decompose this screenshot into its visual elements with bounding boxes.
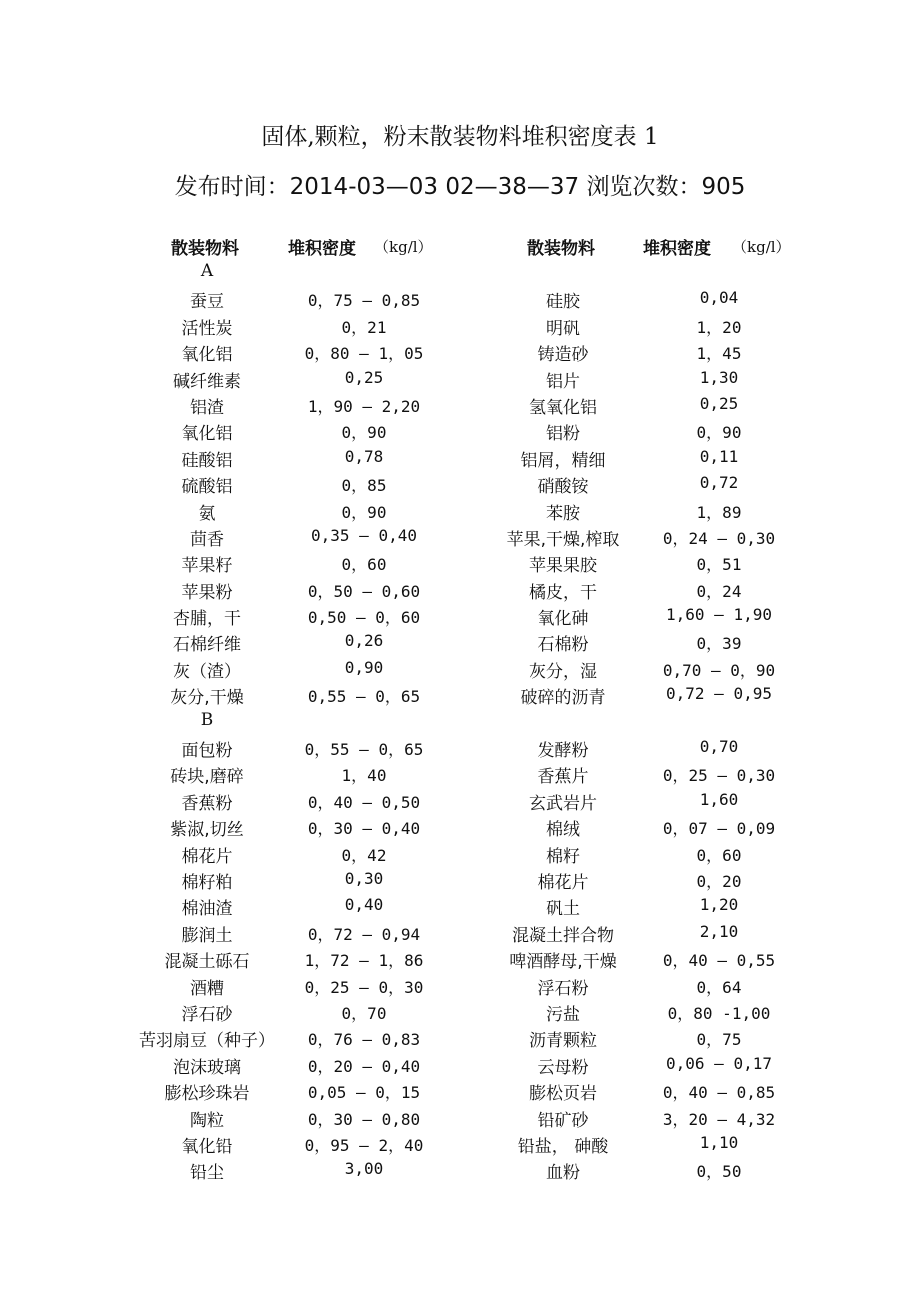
density-left: 0，40 — 0,50 bbox=[307, 792, 421, 812]
material-right: 铅矿砂 bbox=[537, 1110, 589, 1131]
density-right: 0，07 – 0,09 bbox=[662, 819, 776, 839]
density-right: 0,04 bbox=[699, 288, 739, 308]
density-left: 1，72 — 1，86 bbox=[304, 951, 424, 971]
density-left: 0,50 – 0，60 bbox=[307, 608, 421, 628]
density-right: 0,72 – 0,95 bbox=[666, 684, 772, 704]
density-left: 0，55 – 0，65 bbox=[304, 740, 424, 760]
table-row bbox=[0, 1023, 920, 1052]
table-row bbox=[0, 443, 920, 469]
table-row bbox=[0, 469, 920, 498]
material-left: 碱纤维素 bbox=[173, 371, 241, 392]
material-right: 浮石粉 bbox=[537, 978, 589, 999]
table-row bbox=[0, 390, 920, 416]
material-left: 混凝土砾石 bbox=[164, 952, 250, 973]
material-right: 铝片 bbox=[546, 371, 580, 392]
density-right: 0，24 – 0,30 bbox=[662, 528, 776, 548]
density-right: 0,11 bbox=[699, 446, 739, 466]
material-right: 氢氧化铝 bbox=[529, 397, 597, 418]
density-right: 1,60 — 1,90 bbox=[666, 605, 772, 625]
material-left: 苹果粉 bbox=[181, 582, 233, 603]
material-left: 陶粒 bbox=[190, 1110, 224, 1131]
material-left: 蚕豆 bbox=[190, 292, 224, 313]
table-row bbox=[0, 733, 920, 762]
material-right: 苹果果胶 bbox=[529, 556, 597, 577]
density-right: 1，20 bbox=[696, 317, 742, 337]
header-right-unit: （kg/l） bbox=[732, 238, 791, 256]
material-left: 茴香 bbox=[190, 529, 224, 550]
density-left: 0，72 – 0,94 bbox=[307, 924, 421, 944]
table-row bbox=[0, 1129, 920, 1155]
table-row bbox=[0, 1155, 920, 1184]
table-row bbox=[0, 1076, 920, 1105]
table-row bbox=[0, 944, 920, 973]
density-right: 1,10 bbox=[699, 1132, 739, 1152]
material-left: 杏脯，干 bbox=[173, 609, 241, 630]
material-left: 砖块,磨碎 bbox=[170, 767, 244, 788]
material-left: 棉油渣 bbox=[181, 899, 233, 920]
material-left: 膨松珍珠岩 bbox=[164, 1084, 250, 1105]
density-right: 0,70 — 0，90 bbox=[662, 660, 776, 680]
section-letter: A bbox=[200, 261, 214, 281]
material-right: 沥青颗粒 bbox=[529, 1031, 597, 1052]
material-right: 橘皮，干 bbox=[529, 582, 597, 603]
density-left: 0，70 bbox=[341, 1003, 387, 1023]
table-row bbox=[0, 284, 920, 313]
material-left: 氧化铝 bbox=[181, 345, 233, 366]
header-right-density: 堆积密度 bbox=[643, 239, 711, 259]
density-right: 0，90 bbox=[696, 423, 742, 443]
density-left: 0，76 – 0,83 bbox=[307, 1030, 421, 1050]
density-right: 1,20 bbox=[699, 895, 739, 915]
material-right: 香蕉片 bbox=[537, 767, 589, 788]
density-left: 0，90 bbox=[341, 502, 387, 522]
material-right: 棉籽 bbox=[546, 846, 580, 867]
density-left: 1，40 bbox=[341, 766, 387, 786]
document-title: 固体,颗粒，粉末散装物料堆积密度表 1 bbox=[261, 124, 659, 150]
table-row bbox=[0, 416, 920, 445]
material-right: 石棉粉 bbox=[537, 635, 589, 656]
material-left: 苹果籽 bbox=[181, 556, 233, 577]
section-row bbox=[0, 707, 920, 733]
table-row bbox=[0, 918, 920, 944]
table-row bbox=[0, 337, 920, 366]
material-right: 棉绒 bbox=[546, 820, 580, 841]
table-row bbox=[0, 865, 920, 891]
table-row bbox=[0, 522, 920, 548]
density-left: 0,30 bbox=[344, 868, 384, 888]
header-left-material: 散装物料 bbox=[171, 239, 239, 259]
table-row bbox=[0, 786, 920, 812]
material-left: 硫酸铝 bbox=[181, 477, 233, 498]
table-row bbox=[0, 1103, 920, 1129]
material-left: 棉籽粕 bbox=[181, 872, 233, 893]
density-right: 0,06 — 0,17 bbox=[666, 1053, 772, 1073]
material-right: 铅盐， 砷酸 bbox=[517, 1136, 609, 1157]
density-left: 0，80 — 1，05 bbox=[304, 344, 424, 364]
material-right: 苯胺 bbox=[546, 503, 580, 524]
density-right: 1,30 bbox=[699, 367, 739, 387]
density-right: 0，39 bbox=[696, 634, 742, 654]
header-right-material: 散装物料 bbox=[527, 239, 595, 259]
material-right: 发酵粉 bbox=[537, 741, 589, 762]
header-left-density: 堆积密度 bbox=[288, 239, 356, 259]
density-left: 0,55 – 0，65 bbox=[307, 687, 421, 707]
material-left: 苦羽扇豆（种子） bbox=[139, 1031, 275, 1052]
material-right: 混凝土拌合物 bbox=[512, 925, 614, 946]
material-right: 铝粉 bbox=[546, 424, 580, 445]
table-row bbox=[0, 891, 920, 920]
density-right: 3，20 – 4,32 bbox=[662, 1109, 776, 1129]
material-left: 氧化铝 bbox=[181, 424, 233, 445]
header-left-unit: （kg/l） bbox=[374, 238, 433, 256]
density-left: 3,00 bbox=[344, 1159, 384, 1179]
material-right: 污盐 bbox=[546, 1004, 580, 1025]
table-row bbox=[0, 654, 920, 680]
density-left: 0，60 bbox=[341, 555, 387, 575]
material-right: 铝屑，精细 bbox=[520, 450, 606, 471]
material-right: 铸造砂 bbox=[537, 345, 589, 366]
material-right: 破碎的沥青 bbox=[520, 688, 606, 709]
density-right: 0，75 bbox=[696, 1030, 742, 1050]
table-row bbox=[0, 997, 920, 1023]
material-left: 膨润土 bbox=[181, 925, 233, 946]
density-right: 0，50 bbox=[696, 1162, 742, 1182]
table-row bbox=[0, 759, 920, 788]
density-left: 0，75 – 0,85 bbox=[307, 291, 421, 311]
material-left: 铝渣 bbox=[190, 397, 224, 418]
material-right: 玄武岩片 bbox=[529, 793, 597, 814]
table-row bbox=[0, 311, 920, 337]
density-left: 0,90 bbox=[344, 657, 384, 677]
density-left: 0，90 bbox=[341, 423, 387, 443]
density-right: 0，40 — 0,85 bbox=[662, 1083, 776, 1103]
table-row bbox=[0, 971, 920, 997]
material-right: 灰分，湿 bbox=[529, 661, 597, 682]
density-right: 1,60 bbox=[699, 789, 739, 809]
density-right: 0,70 bbox=[699, 737, 739, 757]
density-left: 0,25 bbox=[344, 367, 384, 387]
material-right: 明矾 bbox=[546, 318, 580, 339]
table-row bbox=[0, 575, 920, 601]
material-left: 香蕉粉 bbox=[181, 793, 233, 814]
density-left: 0,35 — 0,40 bbox=[311, 525, 417, 545]
density-right: 0，51 bbox=[696, 555, 742, 575]
density-right: 1，89 bbox=[696, 502, 742, 522]
density-right: 0，20 bbox=[696, 871, 742, 891]
table-row bbox=[0, 680, 920, 709]
material-left: 氧化铅 bbox=[181, 1136, 233, 1157]
material-left: 棉花片 bbox=[181, 846, 233, 867]
material-left: 酒糟 bbox=[190, 978, 224, 999]
table-row bbox=[0, 496, 920, 522]
density-left: 0，95 – 2，40 bbox=[304, 1135, 424, 1155]
density-left: 0，30 — 0,80 bbox=[307, 1109, 421, 1129]
density-left: 0，42 bbox=[341, 845, 387, 865]
density-left: 0，85 bbox=[341, 476, 387, 496]
material-left: 灰分,干燥 bbox=[170, 688, 244, 709]
density-left: 1，90 – 2,20 bbox=[307, 396, 421, 416]
density-left: 0,05 — 0，15 bbox=[307, 1083, 421, 1103]
density-right: 0，40 — 0,55 bbox=[662, 951, 776, 971]
density-right: 0，80 -1,00 bbox=[667, 1003, 771, 1023]
material-left: 浮石砂 bbox=[181, 1004, 233, 1025]
table-row bbox=[0, 364, 920, 390]
density-left: 0，20 — 0,40 bbox=[307, 1056, 421, 1076]
table-row bbox=[0, 627, 920, 656]
section-row bbox=[0, 258, 920, 284]
material-right: 硝酸铵 bbox=[537, 477, 589, 498]
density-right: 2,10 bbox=[699, 921, 739, 941]
material-right: 膨松页岩 bbox=[529, 1084, 597, 1105]
material-right: 云母粉 bbox=[537, 1057, 589, 1078]
density-right: 0，25 — 0,30 bbox=[662, 766, 776, 786]
density-left: 0,78 bbox=[344, 446, 384, 466]
density-left: 0，30 – 0,40 bbox=[307, 819, 421, 839]
table-row bbox=[0, 812, 920, 841]
density-left: 0，21 bbox=[341, 317, 387, 337]
material-right: 氧化砷 bbox=[537, 609, 589, 630]
material-left: 泡沫玻璃 bbox=[173, 1057, 241, 1078]
material-left: 铅尘 bbox=[190, 1163, 224, 1184]
material-left: 氨 bbox=[198, 503, 216, 524]
density-right: 0，24 bbox=[696, 581, 742, 601]
material-left: 活性炭 bbox=[181, 318, 233, 339]
material-right: 苹果,干燥,榨取 bbox=[506, 529, 620, 550]
table-row bbox=[0, 1050, 920, 1076]
density-left: 0，50 – 0,60 bbox=[307, 581, 421, 601]
table-row bbox=[0, 839, 920, 865]
material-right: 啤酒酵母,干燥 bbox=[509, 952, 617, 973]
density-table bbox=[0, 258, 920, 1182]
density-right: 1，45 bbox=[696, 344, 742, 364]
material-right: 硅胶 bbox=[546, 292, 580, 313]
density-right: 0,72 bbox=[699, 473, 739, 493]
table-row bbox=[0, 548, 920, 577]
density-right: 0,25 bbox=[699, 393, 739, 413]
material-left: 石棉纤维 bbox=[173, 635, 241, 656]
section-letter: B bbox=[200, 709, 214, 730]
density-left: 0,26 bbox=[344, 631, 384, 651]
material-right: 矾土 bbox=[546, 899, 580, 920]
density-left: 0,40 bbox=[344, 895, 384, 915]
table-row bbox=[0, 601, 920, 630]
density-right: 0，60 bbox=[696, 845, 742, 865]
material-right: 棉花片 bbox=[537, 872, 589, 893]
density-left: 0，25 – 0，30 bbox=[304, 977, 424, 997]
publish-info: 发布时间：2014-03—03 02—38—37 浏览次数：905 bbox=[174, 174, 746, 200]
material-left: 硅酸铝 bbox=[181, 450, 233, 471]
material-left: 紫淑,切丝 bbox=[170, 820, 244, 841]
material-left: 灰（渣） bbox=[173, 661, 241, 682]
density-right: 0，64 bbox=[696, 977, 742, 997]
material-left: 面包粉 bbox=[181, 741, 233, 762]
material-right: 血粉 bbox=[546, 1163, 580, 1184]
